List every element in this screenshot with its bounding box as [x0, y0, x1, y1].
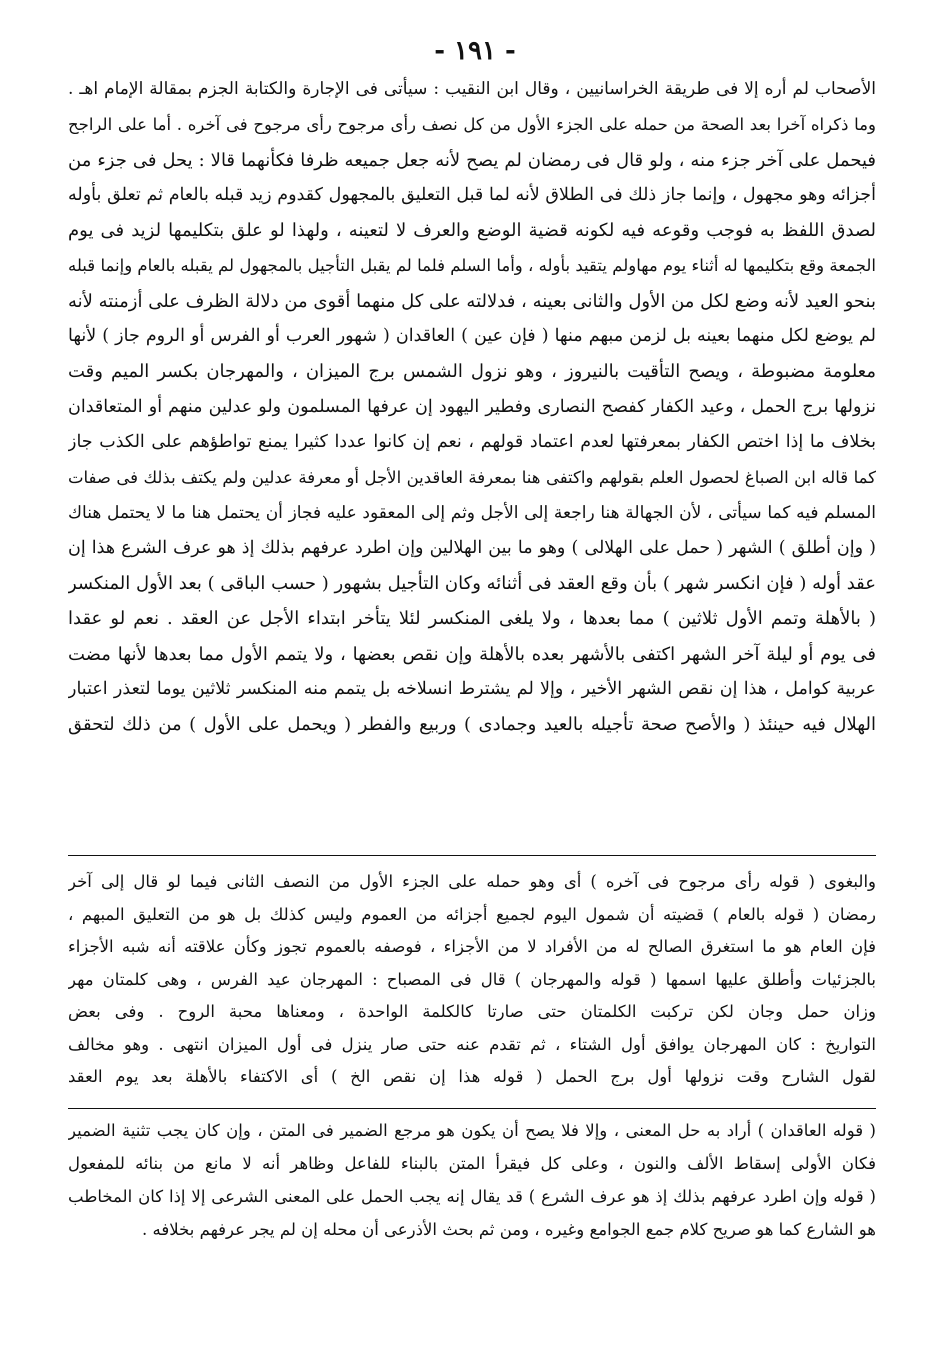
footnote-line: وزان حمل وجان لكن تركبت الكلمتان حتى صارتا كالكلمة الواحدة ، ومعناها محبة الروح . وفى بعض	[68, 1002, 876, 1021]
main-line: فى يوم أو ليلة آخر الشهر اكتفى بالأشهر بعده بالأهلة وإن نقص بعضها ، ولا يتمم الأول مما بعدها لأنها مضت	[68, 643, 876, 665]
footnote-line: ( قوله العاقدان ) أراد به حل المعنى ، وإلا فلا يصح أن يكون هو مرجع الضمير فى المتن ، وإن كان يجب تثنية الضمير	[68, 1121, 876, 1140]
main-line: وما ذكراه آخرا بعد الصحة من حمله على الجزء الأول من كل نصف رأى مرجوح رأى مرجوح فى آخره . أما على الراجح	[68, 115, 876, 135]
footnote-line: هو الشارع كما هو صريح كلام جمع الجوامع وغيره ، ومن ثم بحث الأذرعى أن محله إن لم يجر عرفهم بخلافه .	[142, 1220, 876, 1239]
footnote-divider	[68, 1108, 876, 1109]
footnote-line: رمضان ( قوله بالعام ) قضيته أن شمول اليوم لجميع أجزائه من العموم وليس كذلك بل هو من التعليق المبهم ،	[68, 904, 876, 924]
main-text	[68, 72, 876, 743]
footnote-line: لقول الشارح وقت نزولها أول برج الحمل ( قوله هذا إن نقص الخ ) أى الاكتفاء بالأهلة بعد يوم العقد	[68, 1067, 876, 1086]
footnote-line: فإن العام هو ما استغرق الصالح له من الأفراد لا من الأجزاء ، فوصفه بالعموم تجوز وكأن علاقته أنه شبه الأجزاء	[68, 937, 876, 956]
main-line: بخلاف ما إذا اختص الكفار بمعرفتها لعدم اعتماد قولهم ، نعم إن كانوا عددا كثيرا يمنع تواطؤهم على الكذب جاز	[68, 431, 876, 452]
page-number: - ١٩١ -	[434, 36, 516, 66]
main-line: المسلم فيه كما سيأتى ، لأن الجهالة هنا راجعة إلى الأجل وثم إلى المعقود عليه فجاز أن يحتمل هنا ما لا يحتمل هناك	[68, 502, 876, 523]
main-line: نزولها برج الحمل ، وعيد الكفار كفصح النصارى وفطير اليهود إن عرفها المسلمون ولو عدلين منهم أو المتعاقدان	[68, 396, 876, 417]
main-line: ( بالأهلة وتمم الأول ثلاثين ) مما بعدها ، ولا يلغى المنكسر لئلا يتأخر ابتداء الأجل عن العقد . نعم لو عقدا	[68, 608, 876, 630]
footnote-block-2	[68, 1114, 876, 1246]
main-line: الأصحاب لم أره إلا فى طريقة الخراسانيين ، وقال ابن النقيب : سيأتى فى الإجارة والكتابة الجزم بمقالة الإمام اهـ .	[68, 79, 876, 99]
main-line: فيحمل على آخر جزء منه ، ولو قال فى رمضان لم يصح لأنه جعل جميعه ظرفا فكأنهما قالا : يحل فى جزء من	[68, 149, 876, 171]
footnote-line: والبغوى ( قوله رأى مرجوح فى آخره ) أى وهو حمله على الجزء الأول من النصف الثانى فيما لو قال إلى آخر	[68, 872, 876, 891]
main-line: أجزائه وهو مجهول ، وإنما جاز ذلك فى الطلاق لأنه لما قبل التعليق بالمجهول كقدوم زيد قبله بالعام ثم تعلق بأوله	[68, 184, 876, 205]
footnote-line: فكان الأولى إسقاط الألف والنون ، وعلى كل فيقرأ المتن بالبناء للفاعل وظاهر أنه لا مانع من بنائه للمفعول	[68, 1154, 876, 1173]
main-line: بنحو العيد لأنه وضع لكل من الأول والثانى بعينه ، فدلالته على كل منهما أقوى من دلالة الظرف على أزمنته لأنه	[68, 290, 876, 312]
main-line: الهلال فيه حينئذ ( والأصح صحة تأجيله بالعيد وجمادى ) وربيع والفطر ( ويحمل على الأول ) من ذلك لتحقق	[68, 714, 876, 736]
main-line: ( وإن أطلق ) الشهر ( حمل على الهلالى ) وهو ما بين الهلالين وإن اطرد عرفهم بذلك إذ هو عرف الشرع هذا إن	[68, 537, 876, 558]
main-line: لم يوضع لكل منهما بعينه بل لزمن مبهم منها ( فإن عين ) العاقدان ( شهور العرب أو الفرس أو الروم جاز ) لأنها	[68, 326, 876, 347]
main-line: عربية كوامل ، هذا إن نقص الشهر الأخير ، وإلا لم يشترط انسلاخه بل يتمم منه المنكسر ثلاثين يوما لتعذر اعتبار	[68, 679, 876, 700]
main-line: معلومة مضبوطة ، ويصح التأقيت بالنيروز ، وهو نزول الشمس برج الميزان ، والمهرجان بكسر الميم وقت	[68, 361, 876, 383]
main-line: لصدق اللفظ به فوجب وقوعه فيه لكونه قضية الوضع والعرف لا لتعينه ، ولهذا لو علق بتكليمها لزيد فى يوم	[68, 220, 876, 242]
main-line: كما قاله ابن الصباغ لحصول العلم بقولهم واكتفى هنا بمعرفة العاقدين الأجل أو معرفة عدلين ولم يكتف بذلك فى صفات	[68, 468, 876, 488]
main-line: الجمعة وقع بتكليمها له أثناء يوم مهاولم يتقيد بأوله ، وأما السلم فلما لم يقبل التأجيل بالمجهول لم يقبله بالعام وإنما قبله	[68, 256, 876, 276]
footnote-block-1	[68, 866, 876, 1094]
footnote-line: التواريخ : كان المهرجان يوافق أول الشتاء ، ثم تقدم عنه حتى صار ينزل فى أول الميزان انتهى . وهو مخالف	[68, 1034, 876, 1054]
footnote-divider	[68, 855, 876, 856]
footnote-line: ( قوله وإن اطرد عرفهم بذلك إذ هو عرف الشرع ) قد يقال إنه يجب الحمل على المعنى الشرعى إلا إذا كان المخاطب	[68, 1187, 876, 1206]
footnote-line: بالجزئيات وأطلق عليها اسمها ( قوله والمهرجان ) قال فى المصباح : المهرجان عيد الفرس ، وهى كلمتان مهر	[68, 969, 876, 989]
main-line: عقد أوله ( فإن انكسر شهر ) بأن وقع العقد فى أثنائه وكان التأجيل بشهور ( حسب الباقى ) بعد الأول المنكسر	[68, 573, 876, 595]
